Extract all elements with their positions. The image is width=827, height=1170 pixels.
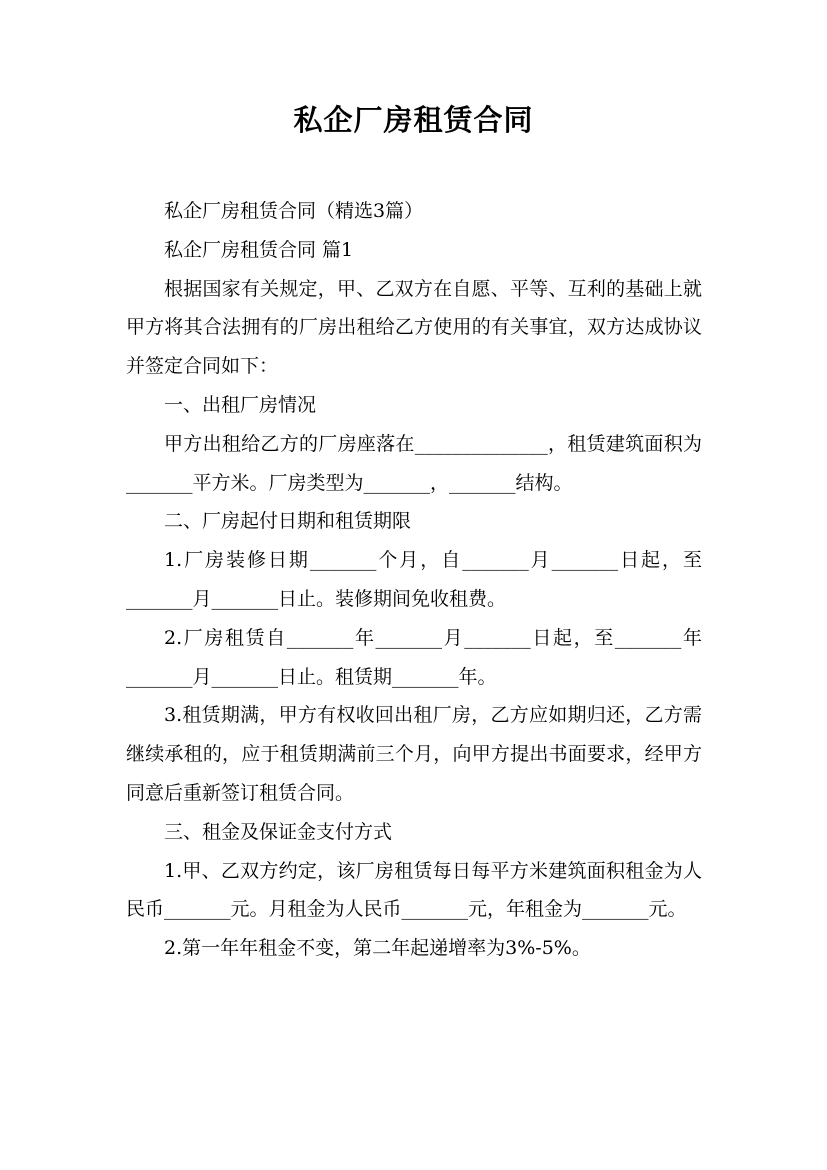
paragraph-clause-text: 2.厂房租赁自_______年_______月_______日起，至_______年_______月_______日止。租赁期_______年。	[126, 626, 702, 688]
paragraph-clause-heading-3: 三、租金及保证金支付方式	[164, 820, 393, 843]
document-body	[126, 192, 702, 968]
paragraph-clause-text: 1.厂房装修日期_______个月，自_______月_______日起，至_______月_______日止。装修期间免收租费。	[126, 549, 702, 610]
paragraph-section-heading: 私企厂房租赁合同 篇1	[164, 238, 354, 261]
paragraph-preamble: 根据国家有关规定，甲、乙双方在自愿、平等、互利的基础上就甲方将其合法拥有的厂房出租给乙方使用的有关事宜，双方达成协议并签定合同如下：	[126, 277, 702, 378]
paragraph-clause-text: 1.甲、乙双方约定，该厂房租赁每日每平方米建筑面积租金为人民币_______元。月租金为人民币_______元，年租金为_______元。	[126, 859, 702, 921]
paragraph-clause-text: 3.租赁期满，甲方有权收回出租厂房，乙方应如期归还，乙方需继续承租的，应于租赁期满前三个月，向甲方提出书面要求，经甲方同意后重新签订租赁合同。	[126, 704, 702, 804]
paragraph-clause-text: 2.第一年年租金不变，第二年起递增率为3%-5%。	[164, 937, 591, 960]
document-title: 私企厂房租赁合同	[293, 103, 534, 137]
paragraph-clause-text: 甲方出租给乙方的厂房座落在______________，租赁建筑面积为_______平方米。厂房类型为_______，_______结构。	[126, 432, 702, 494]
paragraph-subtitle: 私企厂房租赁合同（精选3篇）	[164, 200, 424, 222]
paragraph-clause-heading-1: 一、出租厂房情况	[164, 393, 317, 416]
paragraph-clause-heading-2: 二、厂房起付日期和租赁期限	[164, 510, 412, 533]
